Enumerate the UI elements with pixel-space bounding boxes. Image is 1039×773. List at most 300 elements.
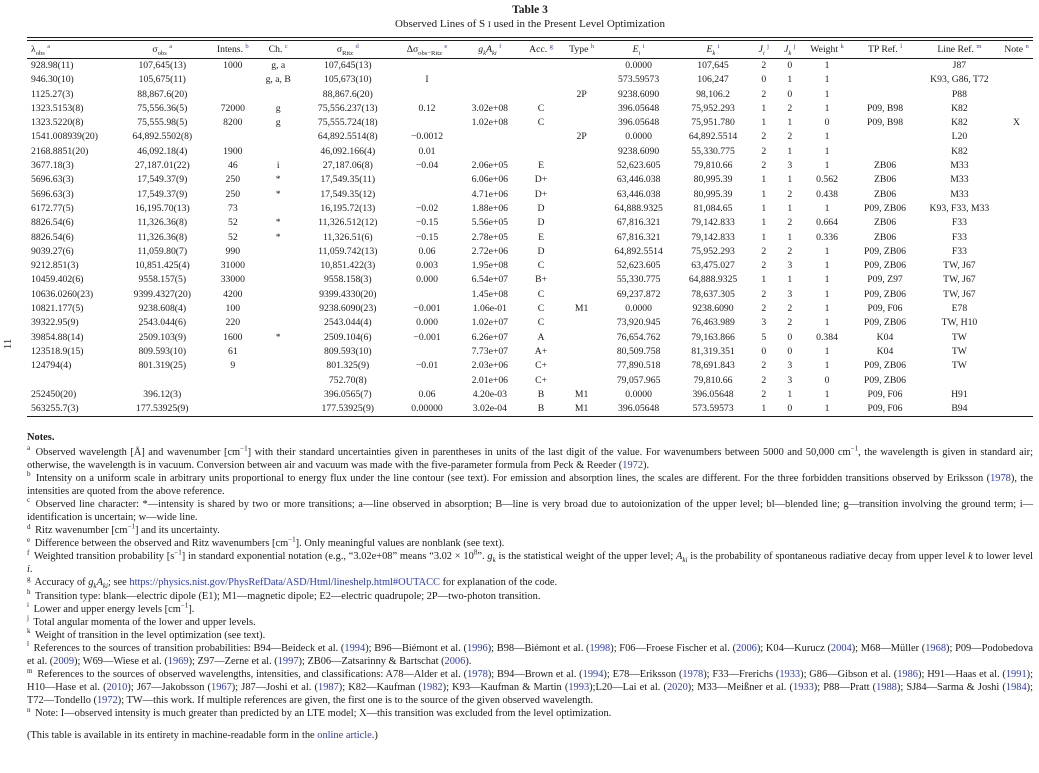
footnote-marker-link[interactable]: b xyxy=(245,42,249,50)
cell-note xyxy=(1000,188,1033,202)
cell-note xyxy=(1000,145,1033,159)
cell-intens xyxy=(210,374,256,388)
cell-ch xyxy=(256,145,300,159)
cell-line-ref: K82 xyxy=(951,117,968,129)
cell-delta-sigma: 0.12 xyxy=(418,102,436,114)
cell-sigma-ritz: 105,673(10) xyxy=(323,74,372,86)
cell-j-upper: 2 xyxy=(787,217,793,229)
cell-line-ref: K82 xyxy=(951,102,968,114)
table-row xyxy=(27,59,1033,74)
cell-line-ref: TW xyxy=(951,360,967,372)
reference-link[interactable]: 1978 xyxy=(467,669,488,681)
cell-sigma-obs: 107,645(13) xyxy=(138,60,187,71)
cell-delta-sigma: 0.06 xyxy=(418,388,436,400)
cell-sigma-obs: 17,549.37(9) xyxy=(137,174,188,186)
cell-j-upper: 1 xyxy=(787,174,793,186)
table-row xyxy=(27,145,1033,159)
cell-j-lower: 2 xyxy=(761,160,767,172)
cell-delta-sigma: 0.000 xyxy=(416,317,438,329)
cell-intens: 46 xyxy=(227,160,238,172)
reference-link[interactable]: 1988 xyxy=(876,682,897,694)
cell-sigma-ritz: 801.325(9) xyxy=(326,360,370,372)
cell-j-upper: 1 xyxy=(787,74,793,86)
note-f: $^f$ Weighted transition probability $[s^{-1}]$ in standard exponential notation (e.g., “3.02e+08” means “$3.02 \times 10^8$”. $g_k$ is the statistical weight of the upper level; $A_{ki}$ is the probability of spontaneous radiative decay from upper level k to lower level i. xyxy=(27,548,1033,576)
footnote-marker-link[interactable]: i xyxy=(642,42,645,50)
cell-weight: 1 xyxy=(824,303,830,315)
cell-ch xyxy=(256,273,300,287)
footnote-marker-link[interactable]: j xyxy=(767,42,769,50)
cell-tp-ref: ZB06 xyxy=(873,217,897,229)
cell-sigma-ritz: 27,187.06(8) xyxy=(322,160,373,172)
cell-sigma-obs: 46,092.18(4) xyxy=(137,145,188,157)
cell-acc: C+ xyxy=(535,360,547,372)
cell-e-upper: 64,888.9325 xyxy=(688,274,738,286)
cell-e-lower: 67,816.321 xyxy=(616,217,661,229)
cell-sigma-obs: 809.593(10) xyxy=(138,345,187,357)
cell-delta-sigma: −0.001 xyxy=(413,331,441,343)
table-caption xyxy=(27,0,1033,31)
cell-sigma-obs: 11,059.80(7) xyxy=(137,245,188,257)
cell-e-upper: 80,995.39 xyxy=(693,188,733,200)
cell-e-upper: 79,163.866 xyxy=(691,331,735,343)
cell-tp-ref xyxy=(851,88,919,102)
cell-sigma-obs: 801.319(25) xyxy=(138,360,187,372)
cell-ch: * xyxy=(275,174,281,186)
note-i: $^i$ Lower and upper energy levels $[cm^{-1}]$. xyxy=(27,601,195,615)
cell-gkaki: 4.71e+06 xyxy=(471,188,509,200)
table-row xyxy=(27,88,1033,102)
note-b: $^b$ Intensity on a uniform scale in arbitrary units proportional to energy flux under the line contour (see text). For emission and absorption lines, the scales are different. For the three forbidden transitions observed by Eriksson (1978), the intensities are quoted from the above reference. xyxy=(27,470,1033,497)
cell-sigma-ritz: 10,851.422(3) xyxy=(320,260,376,272)
header-e-upper: $E_k$ $^i$ xyxy=(675,41,750,59)
reference-link[interactable]: 1967 xyxy=(211,682,232,694)
table-row xyxy=(27,102,1033,116)
cell-tp-ref: ZB06 xyxy=(873,174,897,186)
reference-link[interactable]: 1993 xyxy=(568,682,590,694)
cell-j-lower: 5 xyxy=(761,331,767,343)
note-j: $^j$ Total angular momenta of the lower and upper levels. xyxy=(27,614,256,628)
cell-j-lower: 0 xyxy=(761,74,767,86)
cell-sigma-ritz: 46,092.166(4) xyxy=(320,145,376,157)
table-row xyxy=(27,359,1033,373)
footnote-marker-link[interactable]: f xyxy=(499,42,502,50)
cell-note xyxy=(1000,273,1033,287)
availability-note: (This table is available in its entirety in machine-readable form in the online article.) xyxy=(27,730,378,742)
cell-delta-sigma xyxy=(395,188,459,202)
cell-ch xyxy=(256,345,300,359)
cell-acc: C xyxy=(537,102,545,114)
note-marker: e xyxy=(27,535,31,544)
note-marker: n xyxy=(27,705,31,714)
cell-sigma-ritz: 9238.6090(23) xyxy=(319,303,377,315)
cell-line-ref: F33 xyxy=(951,217,967,229)
cell-intens: 100 xyxy=(225,303,241,315)
cell-line-ref: F33 xyxy=(951,231,967,243)
cell-intens: 9 xyxy=(230,360,236,372)
cell-line-ref: TW xyxy=(951,345,967,357)
cell-lambda-obs: 3677.18(3) xyxy=(31,160,74,172)
cell-e-lower: 76,654.762 xyxy=(616,331,661,343)
cell-note xyxy=(1000,202,1033,216)
cell-intens: 52 xyxy=(227,217,238,229)
cell-sigma-ritz: 17,549.35(12) xyxy=(320,188,376,200)
reference-link[interactable]: https://physics.nist.gov/PhysRefData/ASD/Html/lineshelp.html#OUTACC xyxy=(129,577,440,589)
note-marker: c xyxy=(27,496,31,505)
cell-j-lower: 2 xyxy=(761,288,767,300)
cell-ch: g, a, B xyxy=(265,74,291,86)
cell-sigma-obs: 27,187.01(22) xyxy=(134,160,190,172)
cell-e-lower: 396.05648 xyxy=(618,403,660,415)
table-row xyxy=(27,316,1033,330)
cell-e-upper: 76,463.989 xyxy=(691,317,735,329)
cell-tp-ref xyxy=(851,73,919,87)
cell-j-lower: 1 xyxy=(761,231,767,243)
table-row xyxy=(27,202,1033,216)
cell-intens: 990 xyxy=(225,245,241,257)
cell-lambda-obs: 8826.54(6) xyxy=(31,231,74,243)
cell-sigma-obs: 9558.157(5) xyxy=(138,274,187,286)
cell-j-upper: 1 xyxy=(787,117,793,129)
footnote-marker-link[interactable]: a xyxy=(47,42,51,50)
cell-sigma-ritz: 177.53925(9) xyxy=(321,403,375,415)
cell-weight: 1 xyxy=(824,160,830,172)
cell-acc: B+ xyxy=(535,274,547,286)
cell-note xyxy=(1000,331,1033,345)
header-note: Note $^n$ xyxy=(1000,41,1033,59)
cell-note xyxy=(1000,73,1033,87)
cell-line-ref: K93, F33, M33 xyxy=(929,202,990,214)
reference-link[interactable]: 2004 xyxy=(830,642,852,654)
cell-j-upper: 1 xyxy=(787,274,793,286)
cell-tp-ref xyxy=(851,130,919,144)
cell-j-lower: 1 xyxy=(761,102,767,114)
cell-delta-sigma xyxy=(395,116,459,130)
cell-e-upper: 98,106.2 xyxy=(696,88,730,100)
observed-lines-table xyxy=(27,41,1033,417)
cell-ch xyxy=(256,88,300,102)
notes-list xyxy=(27,446,1033,721)
reference-link[interactable]: 1997 xyxy=(277,656,299,668)
footnote-marker-link[interactable]: l xyxy=(900,42,903,50)
cell-line-ref: K93, G86, T72 xyxy=(930,74,989,86)
cell-gkaki: 5.56e+05 xyxy=(471,217,509,229)
cell-type xyxy=(561,188,602,202)
note-marker: f xyxy=(27,548,30,557)
reference-link[interactable]: 1994 xyxy=(344,642,366,654)
cell-gkaki: 1.95e+08 xyxy=(471,260,509,272)
cell-lambda-obs: 1323.5153(8) xyxy=(31,102,84,114)
cell-e-lower: 0.0000 xyxy=(625,60,652,71)
note-m: $^m$ References to the sources of observed wavelengths, intensities, and classifications: A78—Alder et al. (1978); B94—Brown et al. (1994); E78—Eriksson (1978); F33—Frerichs (1933); G86—Gibson et al. (1986); H91—Haas et al. (1991); H10—Hase et al. (2010); J67—Jakobsson (1967); J87—Joshi et al. (1987); K82—Kaufman (1982); K93—Kaufman & Martin (1993);L20—Lai et al. (2020); M33—Meißner et al. (1933); P88—Pratt (1988); SJ84—Sarma & Joshi (1984); T72—Tondello (1972); TW—this work. If multiple references are given, the first one is to the source of the given observed wavelength. xyxy=(27,666,1034,707)
cell-type xyxy=(561,73,602,87)
cell-sigma-ritz: 2509.104(6) xyxy=(323,331,372,343)
cell-j-upper: 0 xyxy=(787,88,793,100)
cell-e-upper: 55,330.775 xyxy=(691,145,735,157)
cell-type: M1 xyxy=(574,403,589,415)
cell-delta-sigma: I xyxy=(425,74,429,86)
cell-type xyxy=(561,316,602,330)
table-row xyxy=(27,116,1033,130)
cell-tp-ref: ZB06 xyxy=(873,188,897,200)
footnote-marker-link[interactable]: k xyxy=(840,42,844,50)
reference-link[interactable]: 1994 xyxy=(582,669,604,681)
cell-type xyxy=(561,59,602,74)
cell-type xyxy=(561,145,602,159)
cell-line-ref xyxy=(919,374,1000,388)
table-subtitle: Observed Lines of S I used in the Present Level Optimization xyxy=(395,18,665,30)
cell-weight: 1 xyxy=(824,131,830,143)
reference-link[interactable]: 1982 xyxy=(421,682,443,694)
cell-note xyxy=(1000,302,1033,316)
cell-type xyxy=(561,159,602,173)
cell-type xyxy=(561,202,602,216)
cell-e-upper: 80,995.39 xyxy=(693,174,733,186)
cell-weight: 1 xyxy=(824,345,830,357)
cell-lambda-obs: 252450(20) xyxy=(31,388,77,400)
cell-intens: 220 xyxy=(225,317,241,329)
cell-type: M1 xyxy=(574,303,589,315)
reference-link[interactable]: 2006 xyxy=(736,642,757,654)
header-sigma-ritz: $\sigma_{Ritz}$ $^d$ xyxy=(300,41,395,59)
cell-e-upper: 75,952.293 xyxy=(691,102,735,114)
footnote-marker-link[interactable]: j xyxy=(793,42,796,50)
cell-sigma-obs xyxy=(115,374,210,388)
cell-acc: C xyxy=(537,117,545,129)
cell-note xyxy=(1000,216,1033,230)
cell-j-lower: 2 xyxy=(761,131,767,143)
cell-note xyxy=(1000,245,1033,259)
note-marker: h xyxy=(27,588,31,597)
footnote-marker-link[interactable]: d xyxy=(355,42,359,50)
cell-j-lower: 1 xyxy=(761,188,767,200)
cell-gkaki: 1.45e+08 xyxy=(471,288,509,300)
cell-weight: 0.336 xyxy=(816,231,838,243)
note-marker: a xyxy=(27,444,31,453)
reference-link[interactable]: 2006 xyxy=(444,656,466,668)
cell-intens: 31000 xyxy=(220,260,245,272)
reference-link[interactable]: 1933 xyxy=(793,682,814,694)
table-row xyxy=(27,216,1033,230)
cell-j-upper: 2 xyxy=(787,245,793,257)
footnote-marker-link[interactable]: g xyxy=(549,42,553,50)
cell-weight: 0.562 xyxy=(816,174,838,186)
cell-sigma-obs: 75,556.36(5) xyxy=(137,102,188,114)
cell-type xyxy=(561,173,602,187)
table-row xyxy=(27,331,1033,345)
cell-gkaki: 2.03e+06 xyxy=(471,360,509,372)
cell-gkaki: 6.26e+07 xyxy=(471,331,509,343)
cell-sigma-ritz: 9558.158(3) xyxy=(323,274,372,286)
cell-weight: 0.438 xyxy=(816,188,838,200)
cell-sigma-ritz: 75,556.237(13) xyxy=(317,102,378,114)
cell-intens xyxy=(210,88,256,102)
cell-sigma-ritz: 752.70(8) xyxy=(328,374,367,386)
cell-sigma-obs: 17,549.37(9) xyxy=(137,188,188,200)
cell-type: 2P xyxy=(576,131,587,143)
reference-link[interactable]: 1933 xyxy=(779,669,801,681)
note-marker: d xyxy=(27,522,31,531)
cell-j-lower: 1 xyxy=(761,202,767,214)
reference-link[interactable]: 1987 xyxy=(318,682,339,694)
cell-gkaki xyxy=(459,59,521,74)
note-marker: b xyxy=(27,470,31,479)
cell-j-upper: 3 xyxy=(787,160,793,172)
reference-link[interactable]: 1972 xyxy=(96,695,118,707)
cell-note xyxy=(1000,402,1033,417)
reference-link[interactable]: 2020 xyxy=(666,682,688,694)
reference-link[interactable]: 1969 xyxy=(167,656,189,668)
table-row xyxy=(27,402,1033,417)
cell-tp-ref: P09, ZB06 xyxy=(864,288,906,300)
cell-acc: A+ xyxy=(534,345,548,357)
cell-ch xyxy=(256,259,300,273)
reference-link[interactable]: 1978 xyxy=(682,669,704,681)
reference-link[interactable]: 1998 xyxy=(589,642,611,654)
header-ch: Ch. $^c$ xyxy=(256,41,300,59)
cell-delta-sigma: −0.0012 xyxy=(410,131,444,143)
cell-line-ref: J87 xyxy=(952,60,967,71)
cell-acc: C xyxy=(537,288,545,300)
cell-gkaki xyxy=(459,73,521,87)
cell-e-lower: 79,057.965 xyxy=(616,374,661,386)
cell-ch xyxy=(256,288,300,302)
footnote-marker-link[interactable]: n xyxy=(1025,42,1029,50)
cell-sigma-ritz: 17,549.35(11) xyxy=(320,174,376,186)
cell-e-lower: 63,446.038 xyxy=(616,174,661,186)
note-marker: j xyxy=(27,614,29,623)
note-g: $^g$ Accuracy of $g_kA_{ki}$; see https://physics.nist.gov/PhysRefData/ASD/Html/lineshelp.html#OUTACC for explanation of the code. xyxy=(27,574,558,591)
cell-e-lower: 67,816.321 xyxy=(616,231,661,243)
note-marker: g xyxy=(27,574,31,583)
cell-gkaki xyxy=(459,88,521,102)
cell-e-lower: 80,509.758 xyxy=(616,345,661,357)
cell-weight: 1 xyxy=(824,360,830,372)
cell-e-lower: 9238.6090 xyxy=(618,88,660,100)
cell-ch xyxy=(256,202,300,216)
reference-link[interactable]: 1991 xyxy=(1005,669,1027,681)
cell-weight: 1 xyxy=(824,388,830,400)
cell-type xyxy=(561,331,602,345)
cell-gkaki: 1.06e-01 xyxy=(472,303,507,315)
table-body xyxy=(27,59,1033,417)
cell-sigma-obs: 177.53925(9) xyxy=(136,403,189,415)
footnote-marker-link[interactable]: e xyxy=(444,42,448,50)
header-line-ref: Line Ref. $^m$ xyxy=(919,41,1000,59)
table-row xyxy=(27,388,1033,402)
cell-gkaki: 6.54e+07 xyxy=(471,274,509,286)
reference-link[interactable]: 2010 xyxy=(106,682,128,694)
table-row xyxy=(27,245,1033,259)
cell-e-upper: 106,247 xyxy=(697,74,729,86)
footnote-marker-link[interactable]: m xyxy=(976,42,982,50)
cell-delta-sigma xyxy=(395,288,459,302)
cell-j-upper: 3 xyxy=(787,360,793,372)
cell-tp-ref: P09, F06 xyxy=(867,388,903,400)
table-row xyxy=(27,188,1033,202)
cell-j-lower: 2 xyxy=(761,303,767,315)
cell-intens: 73 xyxy=(227,202,238,214)
reference-link[interactable]: 1996 xyxy=(466,642,488,654)
table-row xyxy=(27,73,1033,87)
cell-acc: B xyxy=(537,388,545,400)
footnote-marker-link[interactable]: i xyxy=(717,42,720,50)
cell-weight: 0 xyxy=(824,117,830,129)
reference-link[interactable]: 1978 xyxy=(990,472,1011,484)
cell-line-ref: K82 xyxy=(951,145,968,157)
header-tp-ref: TP Ref. $^l$ xyxy=(851,41,919,59)
cell-e-lower: 396.05648 xyxy=(618,102,660,114)
header-lambda-obs: $\lambda_{obs}$ $^a$ xyxy=(27,41,115,59)
cell-weight: 1 xyxy=(824,274,830,286)
cell-type xyxy=(561,116,602,130)
cell-lambda-obs: 10636.0260(23) xyxy=(31,288,94,300)
cell-note xyxy=(1000,173,1033,187)
cell-note xyxy=(1000,59,1033,74)
cell-lambda-obs: 10821.177(5) xyxy=(31,303,84,315)
cell-ch xyxy=(256,374,300,388)
reference-link[interactable]: online article xyxy=(317,730,372,742)
note-c: $^c$ Observed line character: *—intensity is shared by two or more transitions; a—line observed in absorption; B—line is very broad due to autoionization of the upper level; bl—blended line; g—transition involving the ground term; i—identification is uncertain; w—wide line. xyxy=(27,496,1033,523)
cell-e-lower: 52,623.605 xyxy=(616,260,661,272)
cell-note xyxy=(1000,231,1033,245)
cell-intens xyxy=(210,73,256,87)
footnote-marker-link[interactable]: a xyxy=(169,42,173,50)
note-marker: l xyxy=(27,640,29,649)
cell-gkaki: 3.02e+08 xyxy=(471,102,509,114)
footnote-marker-link[interactable]: h xyxy=(590,42,595,50)
footnote-marker-link[interactable]: c xyxy=(284,42,288,50)
cell-acc xyxy=(521,73,562,87)
cell-line-ref: M33 xyxy=(950,160,969,172)
cell-line-ref: TW, J67 xyxy=(943,274,976,286)
header-row xyxy=(27,41,1033,59)
cell-e-upper: 396.05648 xyxy=(692,388,734,400)
cell-lambda-obs: 2168.8851(20) xyxy=(31,145,89,157)
reference-link[interactable]: 1972 xyxy=(622,459,644,471)
cell-type xyxy=(561,231,602,245)
cell-line-ref: H91 xyxy=(951,388,968,400)
reference-link[interactable]: 1986 xyxy=(897,669,918,681)
note-a: $^a$ Observed wavelength [Å] and wavenumber $[cm^{-1}]$ with their standard uncertainties given in parentheses in units of the last digit of the value. For wavenumbers between 5000 and 50,000 $cm^{-1}$, the wavelength is given in standard air; otherwise, the wavelength is in vacuum. Conversion between air and vacuum was made with the five-parameter formula from Peck & Reeder (1972). xyxy=(27,444,1033,471)
table-row xyxy=(27,302,1033,316)
cell-type: M1 xyxy=(574,388,589,400)
cell-e-upper: 107,645 xyxy=(697,60,729,71)
cell-weight: 1 xyxy=(824,145,830,157)
cell-weight: 1 xyxy=(824,74,830,86)
cell-weight: 1 xyxy=(824,102,830,114)
note-e: $^e$ Difference between the observed and Ritz wavenumbers $[cm^{-1}]$. Only meaningful values are nonblank (see text). xyxy=(27,535,505,550)
cell-sigma-obs: 105,675(11) xyxy=(138,74,186,86)
cell-weight: 1 xyxy=(824,403,830,415)
cell-note xyxy=(1000,130,1033,144)
reference-link[interactable]: 2009 xyxy=(53,656,75,668)
cell-acc: C xyxy=(537,260,545,272)
cell-gkaki: 1.88e+06 xyxy=(471,202,509,214)
cell-note xyxy=(1000,88,1033,102)
header-j-lower: $J_i$ $^j$ xyxy=(751,41,777,59)
reference-link[interactable]: 1984 xyxy=(1005,682,1027,694)
reference-link[interactable]: 1968 xyxy=(925,642,947,654)
cell-type xyxy=(561,359,602,373)
cell-type xyxy=(561,374,602,388)
cell-line-ref: M33 xyxy=(950,188,969,200)
cell-note xyxy=(1000,388,1033,402)
cell-type xyxy=(561,259,602,273)
cell-lambda-obs: 946.30(10) xyxy=(31,74,74,86)
cell-weight: 0.384 xyxy=(816,331,838,343)
cell-sigma-obs: 11,326.36(8) xyxy=(137,231,188,243)
header-intens: Intens. $^b$ xyxy=(210,41,256,59)
